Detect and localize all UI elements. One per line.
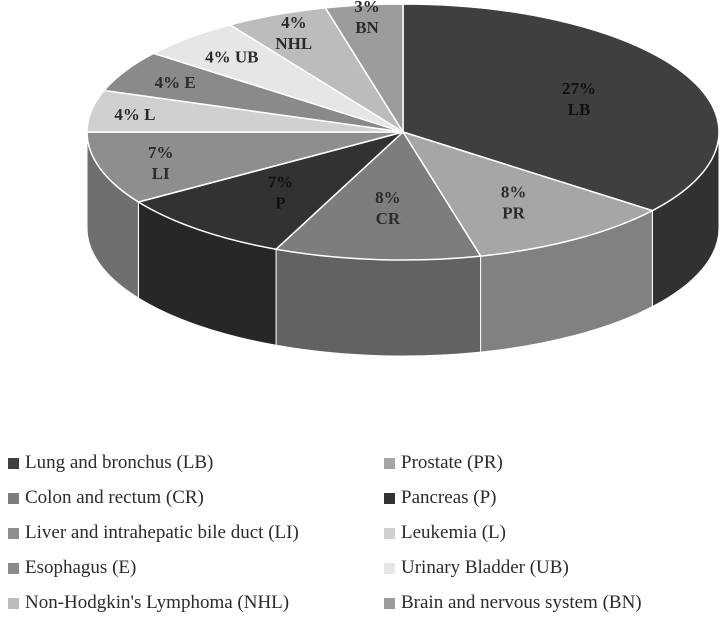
slice-label-ub: 4% UB [205,47,259,67]
legend-item-pr [384,450,503,476]
legend-swatch [384,458,395,469]
legend-swatch [8,528,19,539]
slice-key-cr: CR [375,208,401,228]
legend-item-e [8,555,136,581]
legend-label: Brain and nervous system (BN) [401,592,642,613]
slice-pct-bn: 3% [354,0,380,17]
legend-label: Lung and bronchus (LB) [25,452,214,473]
pie-top [87,4,719,260]
slice-key-p: P [275,193,286,213]
legend-label: Urinary Bladder (UB) [401,557,569,578]
legend-swatch [384,493,395,504]
legend-item-cr [8,485,204,511]
slice-key-pr: PR [502,203,525,223]
slice-label-e: 4% E [154,73,196,93]
legend-item-bn [384,590,642,616]
legend-swatch [384,563,395,574]
pie-side-cr [276,249,481,356]
legend-item-l [384,520,506,546]
legend-swatch [384,598,395,609]
legend-label: Pancreas (P) [401,487,497,508]
slice-pct-li: 7% [147,143,174,163]
slice-pct-pr: 8% [500,182,527,202]
slice-pct-p: 7% [267,172,294,192]
legend-swatch [384,528,395,539]
slice-pct-nhl: 4% [281,13,307,33]
legend-item-li [8,520,299,546]
legend-swatch [8,563,19,574]
legend-label: Esophagus (E) [25,557,137,578]
legend-label: Colon and rectum (CR) [25,487,204,508]
slice-key-bn: BN [355,18,379,38]
legend-item-lb [8,450,213,476]
slice-pct-lb: 27% [562,79,597,99]
slice-key-lb: LB [567,100,591,120]
legend-item-ub [384,555,569,581]
slice-pct-cr: 8% [375,187,401,207]
slice-key-nhl: NHL [275,34,313,54]
legend-swatch [8,458,19,469]
slice-label-l: 4% L [114,104,156,124]
legend-label: Prostate (PR) [401,452,503,473]
legend-item-nhl [8,590,289,616]
legend-label: Liver and intrahepatic bile duct (LI) [25,522,299,543]
slice-key-li: LI [151,164,170,184]
legend-swatch [8,493,19,504]
legend-label: Non-Hodgkin's Lymphoma (NHL) [25,592,290,613]
legend-item-p [384,485,497,511]
legend-swatch [8,598,19,609]
chart-legend [0,450,720,630]
legend-label: Leukemia (L) [401,522,506,543]
